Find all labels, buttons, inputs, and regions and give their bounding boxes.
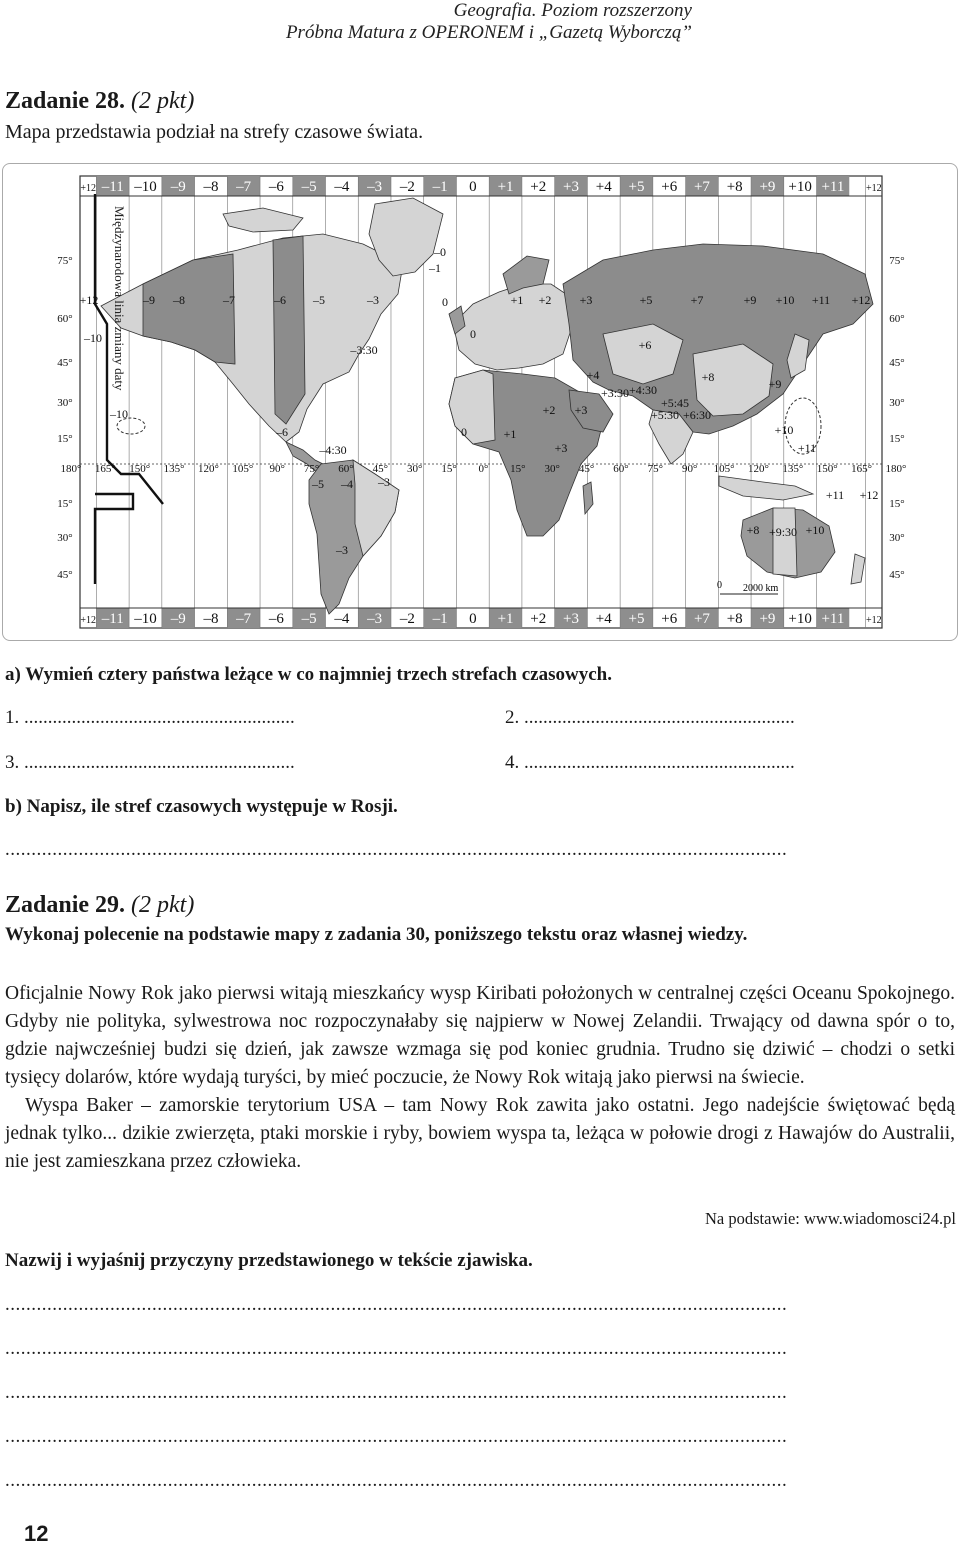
latitude-label-left: 45° — [57, 569, 73, 581]
zone-label-bottom: –10 — [134, 611, 157, 627]
inner-zone-label: +11 — [797, 441, 817, 455]
longitude-label: 150° — [816, 463, 838, 475]
longitude-label: 120° — [748, 463, 769, 475]
zone-label-top: +12 — [865, 183, 882, 194]
inner-zone-label: –0 — [434, 245, 446, 259]
zone-label-bottom: –11 — [101, 611, 124, 627]
zone-label-bottom: +2 — [530, 611, 547, 627]
zone-label-top: –8 — [203, 179, 219, 195]
longitude-label: 30° — [544, 463, 560, 475]
question-b: b) Napisz, ile stref czasowych występuje w Rosji. — [5, 796, 398, 817]
header-subject: Geografia. Poziom rozszerzony — [453, 0, 692, 21]
latitude-label-left: 75° — [57, 255, 73, 267]
inner-zone-label: –10 — [84, 331, 102, 345]
answer-line-5[interactable]: ..................................................................................................................................................... — [5, 1470, 788, 1491]
longitude-label: 165° — [94, 463, 116, 475]
answer-a2-field[interactable]: 2. ......................................................... — [505, 707, 795, 728]
inner-zone-label: +10 — [775, 293, 795, 307]
longitude-label: 105° — [232, 463, 254, 475]
zone-label-top: –7 — [236, 179, 252, 195]
inner-zone-label: +3 — [574, 403, 588, 417]
north-america-central-zone — [273, 236, 305, 424]
answer-a4-field[interactable]: 4. ......................................................... — [505, 752, 795, 773]
zone-label-top: 0 — [469, 179, 477, 195]
zone-label-bottom: –8 — [203, 611, 219, 627]
longitude-label: 45° — [578, 463, 595, 475]
zone-label-top: +1 — [497, 179, 514, 195]
zone-label-bottom: –9 — [170, 611, 186, 627]
answer-line-3[interactable]: ..................................................................................................................................................... — [5, 1382, 788, 1403]
zone-label-bottom: +1 — [497, 611, 514, 627]
inner-zone-label: +4 — [586, 368, 600, 382]
inner-zone-label: +9 — [768, 377, 782, 391]
latitude-label-right: 15° — [889, 433, 905, 445]
longitude-label: 105° — [713, 463, 735, 475]
task29-title — [5, 892, 194, 919]
longitude-label: 45° — [372, 463, 389, 475]
inner-zone-label: +7 — [690, 293, 704, 307]
zone-label-top: +12 — [80, 183, 97, 194]
latitude-label-right: 60° — [889, 313, 905, 325]
zone-label-bottom: +8 — [726, 611, 743, 627]
zone-label-bottom: +12 — [80, 615, 97, 626]
zone-label-bottom: +3 — [563, 611, 580, 627]
zone-label-top: +10 — [788, 179, 812, 195]
inner-zone-label: –1 — [429, 261, 441, 275]
latitude-label-right: 30° — [889, 397, 905, 409]
latitude-label-left: 45° — [57, 357, 73, 369]
inner-zone-label: +1 — [503, 427, 517, 441]
zone-label-top: +6 — [661, 179, 678, 195]
task29-paragraph-1: Oficjalnie Nowy Rok jako pierwsi witają mieszkańcy wysp Kiribati położonych w centralnej części Oceanu Spokojnego. Gdyby nie polityka, sylwestrowa noc rozpoczynałaby się najpierw w Nowej Zelandii. Trwający od dawna spór o to, gdzie najwcześniej budzi się dzień, jak zawsze wzmaga się pod koniec grudnia. Trudno się dziwić – chodzi o setki tysięcy dolarów, które wydają turyści, by mieć poczucie, że Nowy Rok witają jako pierwsi na świecie. — [5, 983, 955, 1088]
task29-paragraph-2: Wyspa Baker – zamorskie terytorium USA – tam Nowy Rok zawita jako ostatni. Jego nadejście świętować będą jednak tylko... dzikie zwierzęta, ptaki morskie i ryby, bowiem wyspa ta, leżąca w połowie drogi z Hawajów do Australii, nie jest zamieszkana przez człowieka. — [5, 1095, 955, 1172]
zone-label-bottom: 0 — [469, 611, 477, 627]
task29-text — [5, 980, 955, 1176]
inner-zone-label: +6 — [638, 338, 652, 352]
longitude-label: 180° — [60, 463, 82, 475]
longitude-label: 165° — [851, 463, 873, 475]
latitude-labels-left — [57, 255, 72, 581]
zone-label-top: +11 — [821, 179, 845, 195]
longitude-label: 180° — [885, 463, 907, 475]
longitude-label: 135° — [782, 463, 804, 475]
zone-label-top: +9 — [759, 179, 776, 195]
longitude-label: 135° — [163, 463, 185, 475]
inner-zone-label: –9 — [143, 293, 155, 307]
inner-zone-label: +2 — [538, 293, 552, 307]
date-line-label: Międzynarodowa linia zmiany daty — [112, 206, 127, 391]
task29-instruction: Wykonaj polecenie na podstawie mapy z zadania 30, poniższego tekstu oraz własnej wiedzy. — [5, 924, 748, 945]
latitude-label-right: 15° — [889, 498, 905, 510]
latitude-label-right: 45° — [889, 569, 905, 581]
zone-label-bottom: +7 — [693, 611, 710, 627]
inner-zone-label: +11 — [825, 488, 845, 502]
inner-zone-label: –8 — [173, 293, 185, 307]
latitude-label-right: 75° — [889, 255, 905, 267]
latitude-labels-right — [889, 255, 904, 581]
answer-a3-field[interactable]: 3. ......................................................... — [5, 752, 295, 773]
zone-label-top: +3 — [563, 179, 580, 195]
inner-zone-label: –3:30 — [350, 343, 378, 357]
inner-zone-label: +2 — [542, 403, 556, 417]
inner-zone-label: –3 — [378, 475, 390, 489]
zone-label-top: –2 — [399, 179, 415, 195]
inner-zone-label: +3 — [579, 293, 593, 307]
zone-label-top: –10 — [134, 179, 157, 195]
inner-zone-label: –5 — [312, 477, 324, 491]
task29-points: (2 pkt) — [131, 892, 195, 918]
answer-line-2[interactable]: ..................................................................................................................................................... — [5, 1338, 788, 1359]
answer-line-1[interactable]: ..................................................................................................................................................... — [5, 1294, 788, 1315]
zone-label-top: –11 — [101, 179, 124, 195]
inner-zone-label: +8 — [701, 370, 715, 384]
zone-label-bottom: +11 — [821, 611, 845, 627]
zone-label-top: –1 — [432, 179, 448, 195]
inner-zone-label: +1 — [510, 293, 524, 307]
scale-zero: 0 — [717, 580, 722, 591]
zone-label-top: +4 — [595, 179, 612, 195]
longitude-label: 0° — [478, 463, 489, 475]
inner-zone-label: –6 — [276, 425, 288, 439]
inner-zone-label: +9:30 — [768, 525, 798, 539]
zone-label-bottom: –2 — [399, 611, 415, 627]
inner-zone-label: –6 — [274, 293, 286, 307]
inner-zone-label: 0 — [461, 425, 467, 439]
zone-label-top: +5 — [628, 179, 645, 195]
question-a: a) Wymień cztery państwa leżące w co najmniej trzech strefach czasowych. — [5, 664, 612, 685]
longitude-label: 120° — [198, 463, 219, 475]
inner-zone-label: –5 — [313, 293, 325, 307]
inner-zone-label: –4:30 — [319, 443, 347, 457]
inner-zone-label: –3 — [336, 543, 348, 557]
task28-intro: Mapa przedstawia podział na strefy czasowe świata. — [5, 121, 424, 143]
longitude-label: 60° — [338, 463, 354, 475]
page-header — [286, 0, 692, 44]
zone-label-top: +8 — [726, 179, 743, 195]
inner-zone-label: +3:30 — [600, 386, 630, 400]
zone-label-top: +2 — [530, 179, 547, 195]
inner-zone-label: 0 — [442, 295, 448, 309]
zone-label-bottom: –7 — [236, 611, 252, 627]
zone-label-bottom: –4 — [334, 611, 350, 627]
task28-title — [5, 88, 194, 115]
inner-zone-label: +5:30 — [650, 408, 680, 422]
zone-label-bottom: –3 — [367, 611, 383, 627]
inner-zone-label: +12 — [851, 293, 871, 307]
zone-label-top: –3 — [367, 179, 383, 195]
task28-number: Zadanie 28. — [5, 88, 126, 114]
longitude-label: 60° — [613, 463, 629, 475]
latitude-label-left: 15° — [57, 498, 73, 510]
longitude-label: 15° — [510, 463, 526, 475]
longitude-label: 150° — [129, 463, 151, 475]
inner-zone-label: +8 — [746, 523, 760, 537]
inner-zone-label: 0 — [470, 327, 476, 341]
longitude-label: 15° — [441, 463, 457, 475]
longitude-label: 90° — [269, 463, 285, 475]
zone-label-top: –9 — [170, 179, 186, 195]
time-zones-map — [2, 163, 958, 641]
answer-b-field[interactable]: ..................................................................................................................................................... — [5, 839, 788, 860]
header-exam: Próbna Matura z OPERONEM i „Gazetą Wyborczą” — [285, 22, 692, 43]
inner-zone-label: +12 — [79, 293, 99, 307]
task29-source: Na podstawie: www.wiadomosci24.pl — [705, 1209, 956, 1228]
inner-zone-label: –4 — [341, 477, 353, 491]
task29-task: Nazwij i wyjaśnij przyczyny przedstawionego w tekście zjawiska. — [5, 1250, 533, 1271]
zone-label-bottom: –1 — [432, 611, 448, 627]
page-number: 12 — [24, 1521, 49, 1545]
inner-zone-label: +10 — [805, 523, 825, 537]
latitude-label-right: 30° — [889, 532, 905, 544]
zone-label-bottom: –6 — [268, 611, 284, 627]
task29-number: Zadanie 29. — [5, 892, 126, 918]
zone-label-bottom: +12 — [865, 615, 882, 626]
inner-zone-label: +4:30 — [628, 383, 658, 397]
inner-zone-label: –10 — [110, 407, 128, 421]
inner-zone-label: +5:45 — [660, 396, 690, 410]
longitude-label: 30° — [407, 463, 423, 475]
zone-label-bottom: +6 — [661, 611, 678, 627]
latitude-label-left: 30° — [57, 532, 73, 544]
answer-a1-field[interactable]: 1. ......................................................... — [5, 707, 295, 728]
zone-label-bottom: +10 — [788, 611, 812, 627]
inner-zone-label: +5 — [639, 293, 653, 307]
zone-label-bottom: +4 — [595, 611, 612, 627]
latitude-label-left: 60° — [57, 313, 73, 325]
longitude-label: 75° — [303, 463, 320, 475]
zone-label-bottom: –5 — [301, 611, 317, 627]
inner-zone-label: +3 — [554, 441, 568, 455]
inner-zone-label: +6:30 — [682, 408, 712, 422]
map-canvas — [3, 164, 957, 640]
inner-zone-label: +11 — [811, 293, 831, 307]
longitude-label: 90° — [682, 463, 698, 475]
inner-zone-label: +12 — [859, 488, 879, 502]
task28-points: (2 pkt) — [131, 88, 195, 114]
inner-zone-label: –3 — [367, 293, 379, 307]
inner-zone-label: +9 — [743, 293, 757, 307]
zone-label-top: –4 — [334, 179, 350, 195]
zone-label-bottom: +5 — [628, 611, 645, 627]
longitude-label: 75° — [647, 463, 664, 475]
scale-label: 2000 km — [743, 583, 779, 594]
australia-central — [773, 508, 797, 576]
zone-label-bottom: +9 — [759, 611, 776, 627]
latitude-label-left: 30° — [57, 397, 73, 409]
latitude-label-left: 15° — [57, 433, 73, 445]
zone-label-top: +7 — [693, 179, 710, 195]
latitude-label-right: 45° — [889, 357, 905, 369]
zone-label-top: –6 — [268, 179, 284, 195]
inner-zone-label: +10 — [774, 423, 794, 437]
inner-zone-label: –7 — [223, 293, 235, 307]
zone-label-top: –5 — [301, 179, 317, 195]
answer-line-4[interactable]: ..................................................................................................................................................... — [5, 1426, 788, 1447]
